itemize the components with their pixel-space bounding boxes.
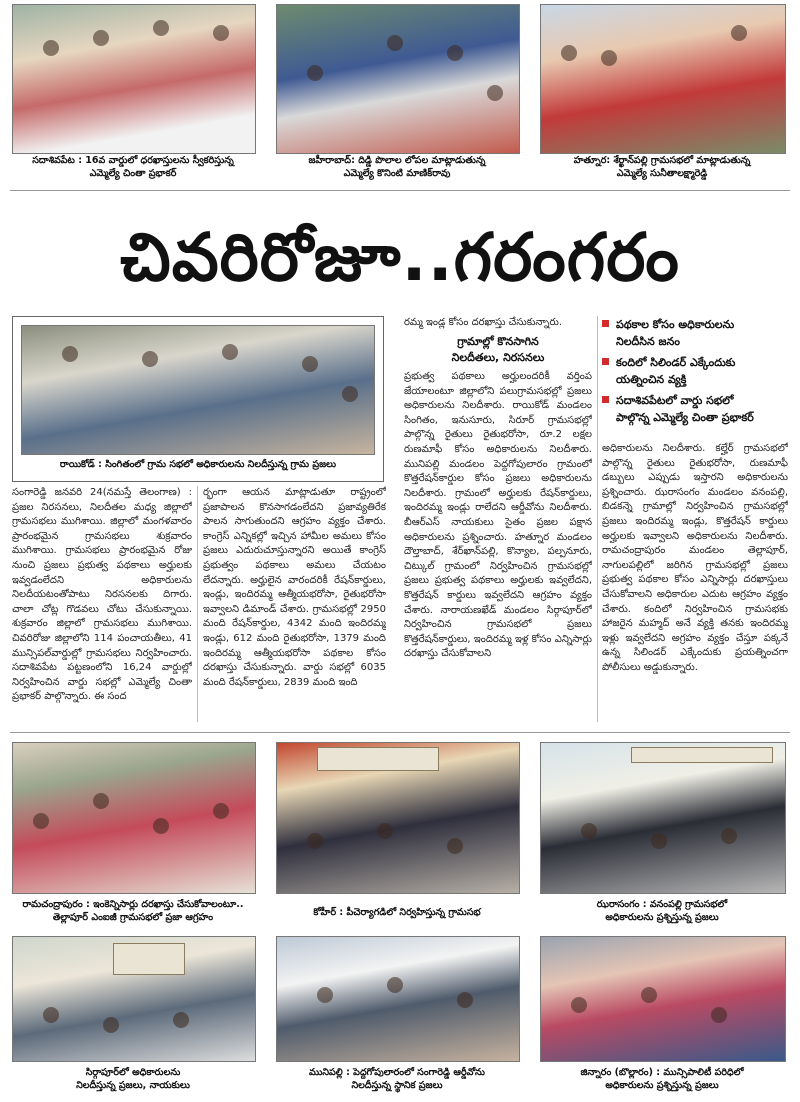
photo-hatnoor-sabha xyxy=(540,4,786,154)
photo-kohir-gramasabha xyxy=(276,742,520,894)
top-caption-1: సదాశివపేట : 16వ వార్డులో ధరఖాస్తులను స్వీకరిస్తున్న ఎమ్మెల్యే చింతా ప్రభాకర్ xyxy=(32,155,234,179)
bottom-caption-6: జిన్నారం (బొల్లారం) : మున్సిపాలిటీ పరిధిలో అధికారులను ప్రశ్నిస్తున్న ప్రజలు xyxy=(580,1067,744,1091)
bottom-caption-2: కోహీర్ : పీచెర్యాగడిలో నిర్వహిస్తున్న గ్రామసభ xyxy=(313,907,481,918)
photo-munipalli-peddagopularam xyxy=(276,936,520,1062)
bottom-caption-3: ఝరాసంగం : వనంపల్లి గ్రామసభలో అధికారులను ప్రశ్నిస్తున్న ప్రజలు xyxy=(596,899,728,923)
photo-raikode-singitam xyxy=(21,325,375,455)
bullet-item-1: పథకాల కోసం అధికారులను నిలదీసిన జనం xyxy=(602,316,792,352)
bullet-item-3: సదాశివపేటలో వార్డు సభలో పాల్గొన్న ఎమ్మెల్యే చింతా ప్రభాకర్ xyxy=(602,392,792,428)
bullet-item-2: కందిలో సిలిండర్ ఎక్కేందుకు యత్నించిన వ్యక్తి xyxy=(602,354,792,390)
inset-photo-frame xyxy=(12,316,384,482)
photo-sadasivpet-ward xyxy=(12,4,256,154)
photo-zaheerabad-meeting xyxy=(276,4,520,154)
photo-jinnaram-bollaram xyxy=(540,936,786,1062)
inset-caption: రాయికోడ్ : సింగితంలో గ్రామ సభలో అధికారులను నిలదీస్తున్న గ్రామ ప్రజలు xyxy=(59,459,337,470)
column-divider-3 xyxy=(597,316,598,722)
photo-sirgapur xyxy=(12,936,256,1062)
top-divider xyxy=(10,190,790,191)
bottom-caption-5: మునిపల్లి : పెద్దగోపులారంలో సంగారెడ్డి ఆర్డీవోను నిలదీస్తున్న స్థానిక ప్రజలు xyxy=(309,1067,485,1091)
bullet-square-icon xyxy=(602,320,609,327)
article-column-4: అధికారులను నిలదీశారు. కల్హేర్ గ్రామసభలో పాల్గొన్న రైతులు రైతుభరోసా, రుణమాఫీ డబ్బులు ఎప్పుడు ఇస్తారని అధికారులను ప్రశ్నించారు. ఝరాసంగం మండలం వనంపల్లి, బిడకన్నె గ్రామాల్లో నిర్వహించిన గ్రామసభల్లో ప్రజలు ఇందిరమ్మ ఇండ్లు, కొత్తరేషన్ కార్డులు అర్హులకు ఇవ్వాలని అధికారులను నిలదీశారు. రామచంద్రాపురం మండలం తెల్లాపూర్, నాగులపల్లిలో జరిగిన గ్రామసభల్లో ప్రజలు ప్రభుత్వ పథకాల కోసం ఎన్నిసార్లు దరఖాస్తులు చేసుకోవాలని అధికారుల ఎదుట ఆగ్రహం వ్యక్తం చేశారు. కందిలో నిర్వహించిన గ్రామసభకు హాజరైన మహ్మద్ అనే వ్యక్తి తనకు ఇందిరమ్మ ఇళ్లు ఇవ్వలేదని అగ్రహం వ్యక్తం చేస్తూ పక్కనే ఉన్న సిలిండర్ ఎక్కేందుకు ప్రయత్నించగా పోలీసులు అడ్డుకున్నారు. xyxy=(602,443,788,673)
photo-ramachandrapuram xyxy=(12,742,256,894)
stage-banner xyxy=(317,747,439,771)
column-divider-1 xyxy=(197,486,198,722)
top-caption-2: జహీరాబాద్: దిడ్డి పొలాల లోపల మాట్లాడుతున్న ఎమ్మెల్యే కొనింటి మాణిక్‌రావు xyxy=(308,155,486,179)
top-caption-3: హత్నూర: శేర్ఖాన్‌పల్లి గ్రామసభలో మాట్లాడుతున్న ఎమ్మెల్యే సునీతాలక్ష్మారెడ్డి xyxy=(573,155,751,179)
column-3-subhead: గ్రామాల్లో కొనసాగిన నిలదీతలు, నిరసనలు xyxy=(451,335,545,364)
main-headline: చివరిరోజూ..గరంగరం xyxy=(120,219,680,296)
bottom-caption-1: రామచంద్రాపురం : ఇంకెన్నిసార్లు దరఖాస్తు చేసుకోవాలంటూ.. తెల్లాపూర్ ఎంఐజీ గ్రామసభలో ప్రజా ఆగ్రహం xyxy=(22,899,244,923)
bullet-square-icon xyxy=(602,396,609,403)
mid-divider xyxy=(10,732,790,733)
article-column-1: సంగారెడ్డి జనవరి 24(నమస్తే తెలంగాణ) : ప్రజల నిరసనలు, నిలదీతల మధ్య జిల్లాలో గ్రామసభలు ముగిశాయి. జిల్లాలో మంగళవారం ప్రారంభమైన గ్రామసభలు శుక్రవారం ముగిశాయి. గ్రామసభలు ప్రారంభమైన రోజు నుంచి ప్రజలు ప్రభుత్వ పథకాలు అర్హులకు ఇవ్వడంలేదని అధికారులను నిలదీయటంతోపాటు నిరసనలకు దిగారు. చాలా చోట్ల గొడవలు చోటు చేసుకున్నాయి. శుక్రవారం జిల్లాలో గ్రామసభలు ముగిశాయి. చివరిరోజు జిల్లాలోని 114 పంచాయతీలు, 41 మున్సిపల్‌వార్డుల్లో గ్రామసభలు నిర్వహించారు. సదాశివపేట పట్టణంలోని 16,24 వార్డుల్లో నిర్వహించిన వార్డు సభల్లో ఎమ్మెల్యే చింతా ప్రభాకర్ పాల్గొన్నారు. ఈ సంద xyxy=(12,487,192,703)
article-column-3-top: రమ్మ ఇండ్ల కోసం దరఖాస్తు చేసుకున్నారు. xyxy=(404,317,563,328)
bottom-caption-4: సిర్గాపూర్‌లో అధికారులను నిలదీస్తున్న ప్రజలు, నాయకులు xyxy=(76,1067,190,1091)
photo-jharasangam-vanampalli xyxy=(540,742,786,894)
building-board xyxy=(631,747,773,763)
article-column-3: ప్రభుత్వ పథకాలు అర్హులందరికీ వర్తింప జేయాలంటూ జిల్లాలోని పలుగ్రామసభల్లో ప్రజలు అధికారులను నిలదీశారు. రాయికోడ్ మండలం సింగితం, ఇనుసూరు, సిరూర్ గ్రామసభల్లో పాల్గొన్న రైతులు రైతుభరోసా, రూ.2 లక్షల రుణమాఫీ కోసం అధికారులను నిలదీశారు. మునిపల్లి మండలం పెద్దగోపులారం గ్రామంలో కొత్తరేషన్‌కార్డుల కోసం ప్రజలు అధికారులను నిలదీశారు. గ్రామంలో అర్హులకు రేషన్‌కార్డులు, ఇందిరమ్మ ఇండ్లు రాలేదని ఆర్డీవోను నిలదీశారు. బీఆర్‌ఎస్ నాయకులు సైతం ప్రజల పక్షాన అధికారులను ప్రశ్నించారు. హత్నూర మండలం దౌల్తాబాద్, శేర్‌ఖాన్‌పల్లి, కొన్యాల, పల్పనూరు, చిట్కుల్ గ్రామంలో నిర్వహించిన గ్రామసభల్లో ప్రజలు ప్రభుత్వ పథకాలు అర్హులకు ఇవ్వలేదని, కొత్తరేషన్ కార్డులు ఇవ్వలేదని ఆగ్రహం వ్యక్తం చేశారు. నారాయణఖేడ్ మండలం సిర్గాపూర్‌లో నిర్వహించిన గ్రామసభలో ప్రజలు కొత్తరేషన్‌కార్డులు, ఇందిరమ్మ ఇళ్ల కోసం ఎన్నిసార్లు దరఖాస్తు చేసుకోవాలని xyxy=(404,371,592,660)
banner-sign xyxy=(113,943,185,975)
bullet-square-icon xyxy=(602,358,609,365)
article-column-2: ర్భంగా ఆయన మాట్లాడుతూ రాష్ట్రంలో ప్రజాపాలన కొనసాగడంలేదని ప్రజావ్యతిరేక పాలన సాగుతుందని ఆగ్రహం వ్యక్తం చేశారు. కాంగ్రెస్ ఎన్నికల్లో ఇచ్చిన హామీల అమలు కోసం ప్రజలు ఎదురుచూస్తున్నారని అయితే కాంగ్రెస్ ప్రభుత్వం పథకాలు అమలు చేయటం లేదన్నారు. అర్హులైన వారందరికీ రేషన్‌కార్డులు, ఇండ్లు, ఇందిరమ్మ ఆత్మీయభరోసా, రైతుభరోసా ఇవ్వాలని డిమాండ్ చేశారు. గ్రామసభల్లో 2950 మంది రేషన్‌కార్డుల, 4342 మంది ఇందిరమ్మ ఇండ్లు, 612 మంది రైతుభరోసా, 1379 మంది ఇందిరమ్మ ఆత్మీయభరోసా పథకాల కోసం దరఖాస్తు చేసుకున్నారు. వార్డు సభల్లో 6035 మంది రేషన్‌కార్డులు, 2839 మంది ఇంది xyxy=(203,487,386,688)
